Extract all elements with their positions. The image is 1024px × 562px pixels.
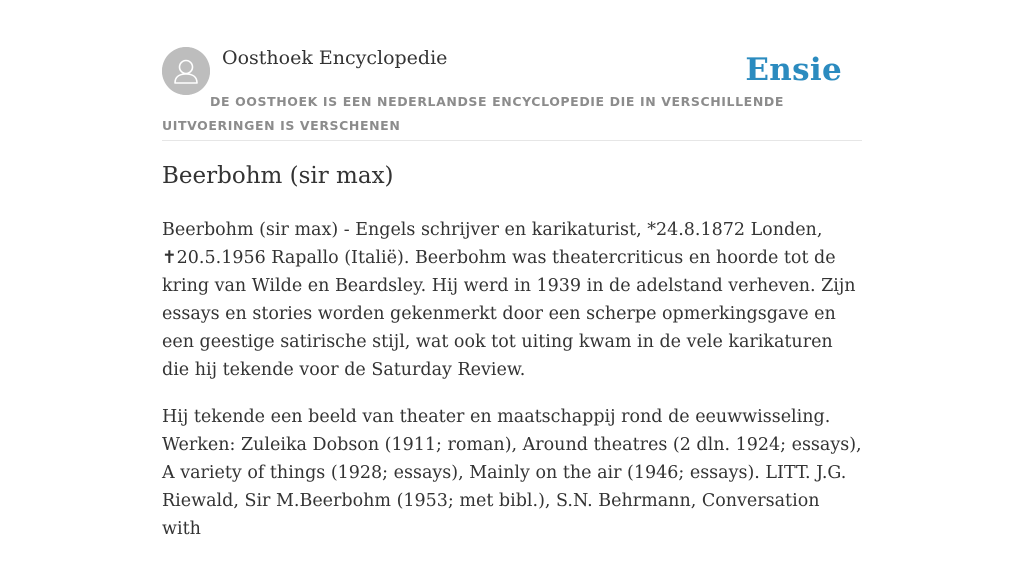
source-description: DE OOSTHOEK IS EEN NEDERLANDSE ENCYCLOPEDIE DIE IN VERSCHILLENDE UITVOERINGEN IS VERSCHENEN xyxy=(162,94,784,133)
article-body xyxy=(162,216,862,562)
source-name-link[interactable]: Oosthoek Encyclopedie xyxy=(222,47,448,69)
user-silhouette-icon[interactable] xyxy=(162,47,210,95)
ensie-logo[interactable]: Ensie xyxy=(745,52,842,88)
article-paragraph-2: Hij tekende een beeld van theater en maatschappij rond de eeuwwisseling. Werken: Zuleika Dobson (1911; roman), Around theatres (2 dln. 1924; essays), A variety of things (1928; essays), Mainly on the air (1946; essays). LITT. J.G. Riewald, Sir M.Beerbohm (1953; met bibl.), S.N. Behrmann, Conversation with xyxy=(162,407,862,539)
article-paragraph-1: Beerbohm (sir max) - Engels schrijver en karikaturist, *24.8.1872 Londen, ✝20.5.1956 Rapallo (Italië). Beerbohm was theatercriticus en hoorde tot de kring van Wilde en Beardsley. Hij werd in 1939 in de adelstand verheven. Zijn essays en stories worden gekenmerkt door een scherpe opmerkingsgave en een geestige satirische stijl, wat ook tot uiting kwam in de vele karikaturen die hij tekende voor de Saturday Review. xyxy=(162,220,856,380)
page-container xyxy=(162,0,862,539)
source-header xyxy=(162,0,862,141)
article-title: Beerbohm (sir max) xyxy=(162,163,394,189)
